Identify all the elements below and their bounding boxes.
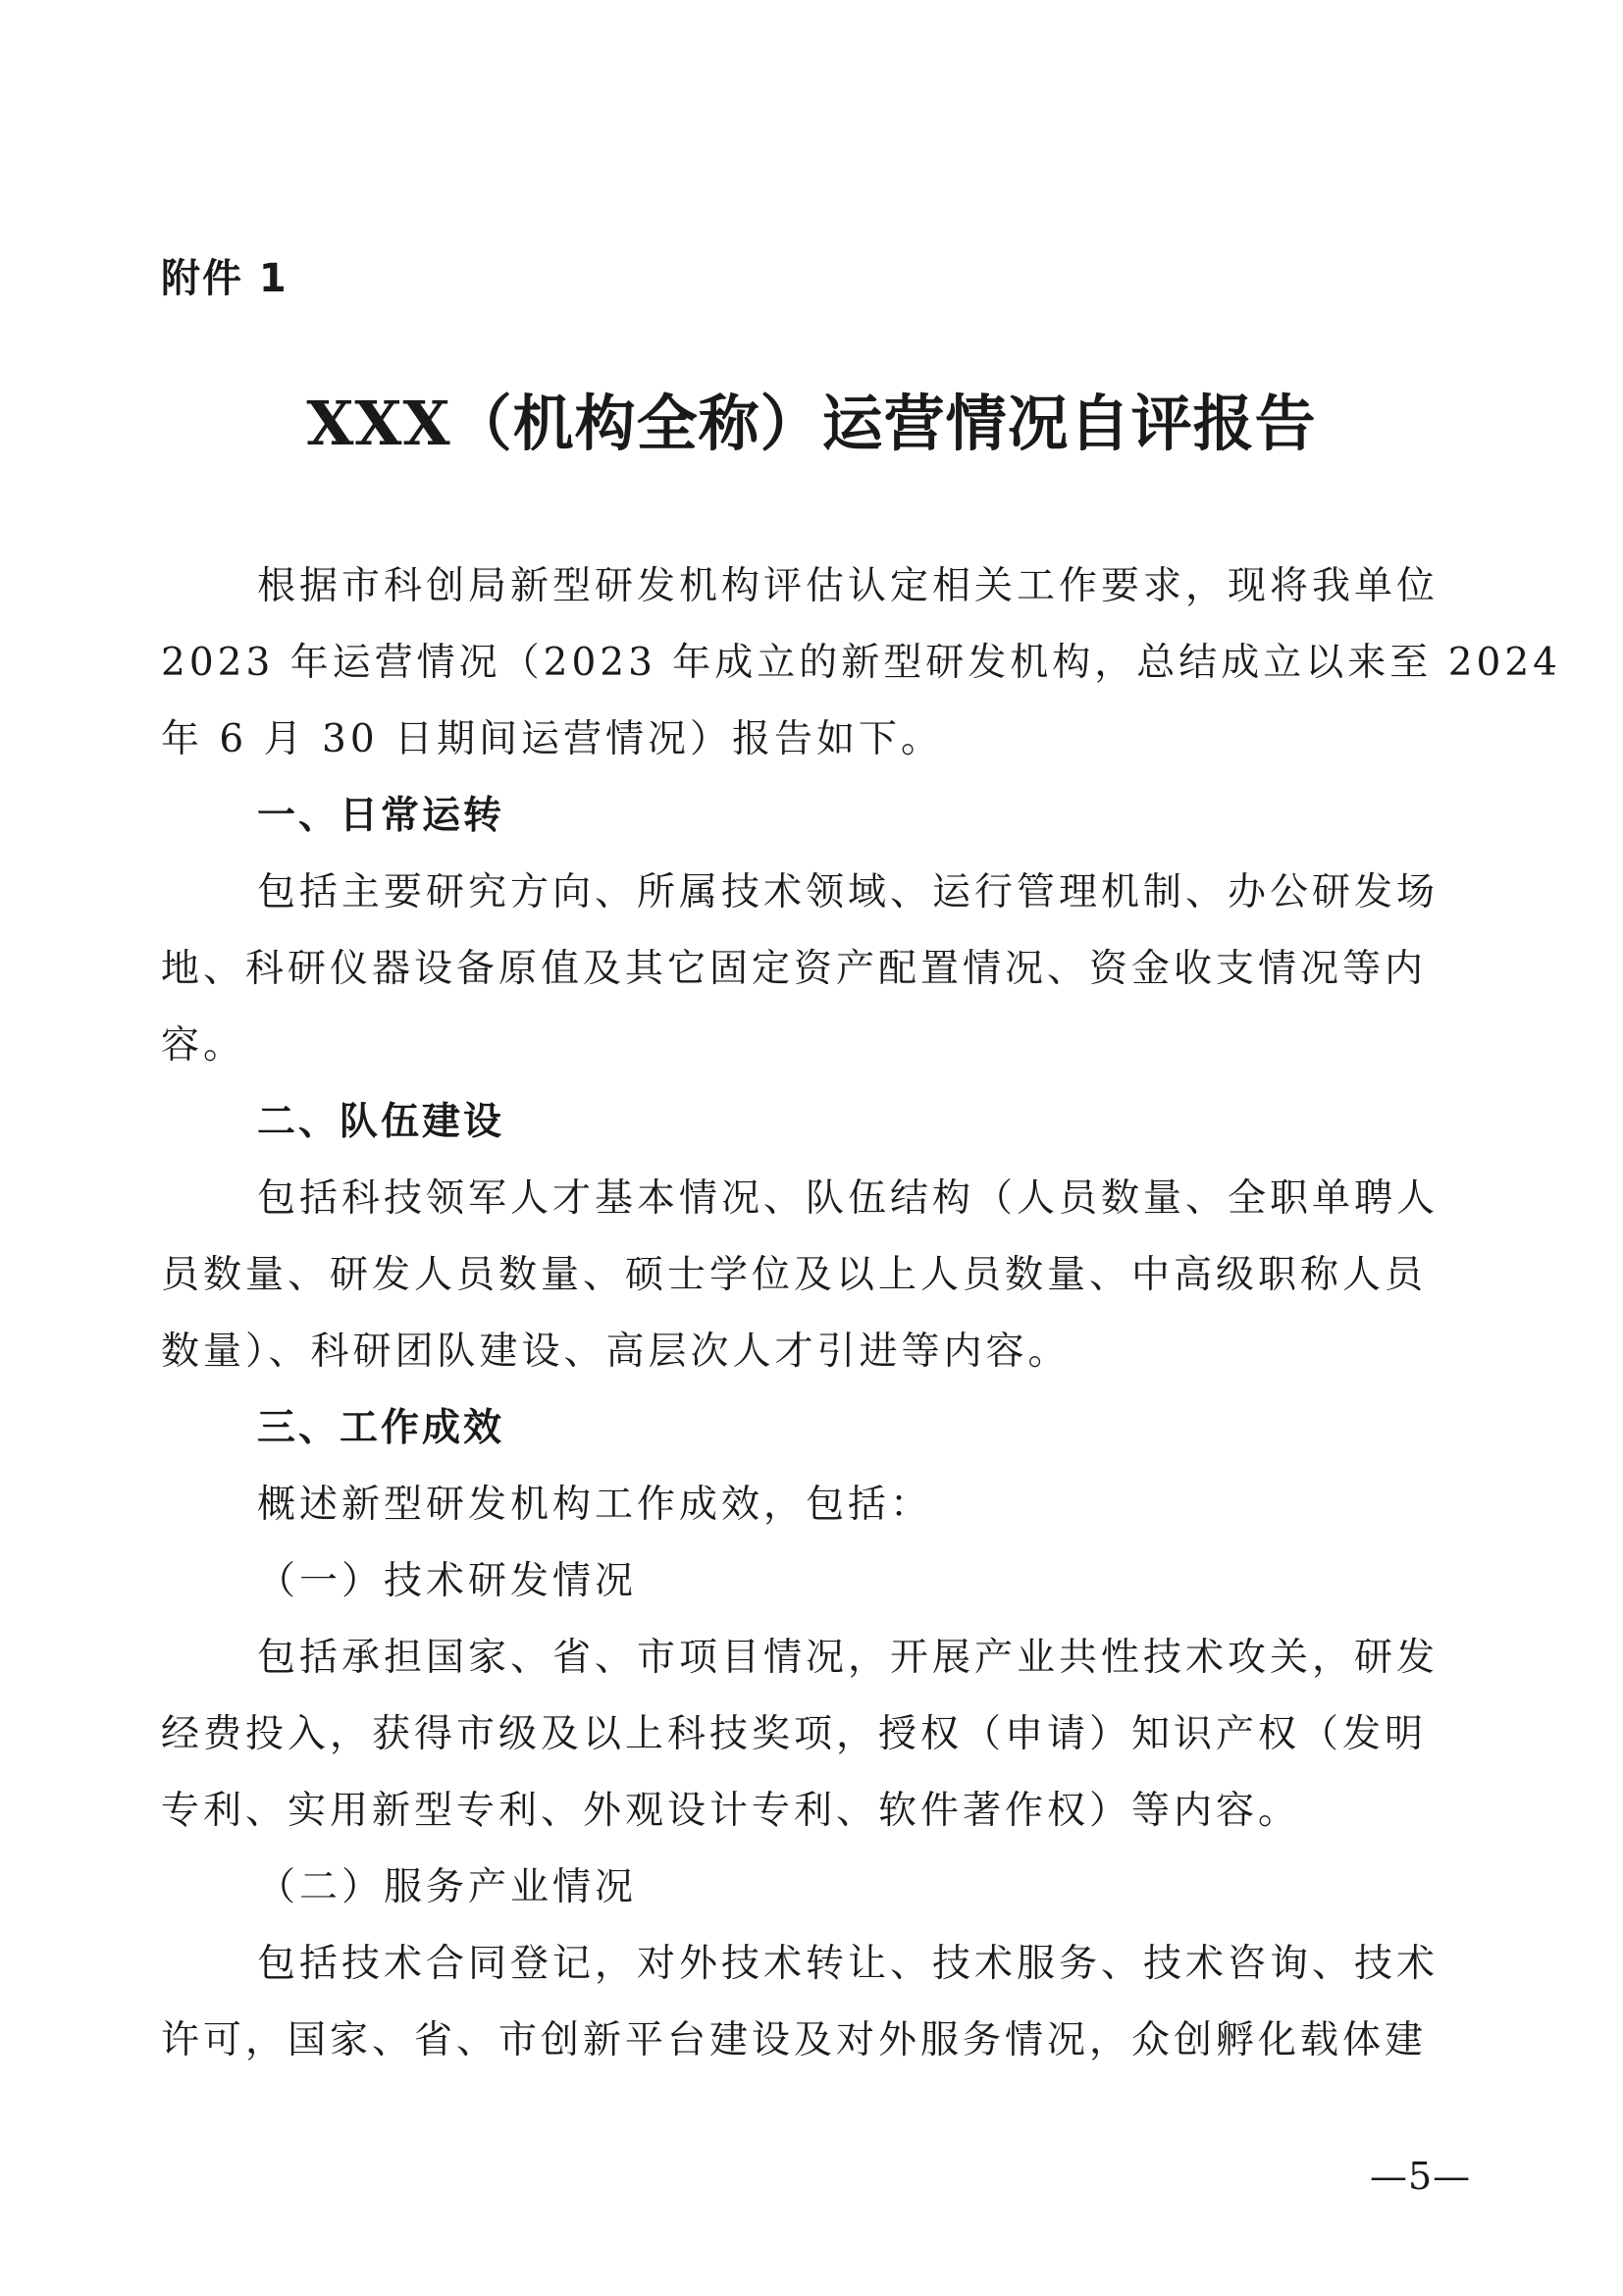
section-heading: 三、工作成效 xyxy=(257,1406,505,1450)
body-line: 包括科技领军人才基本情况、队伍结构（人员数量、全职单聘人 xyxy=(257,1176,1440,1221)
body-line: 专利、实用新型专利、外观设计专利、软件著作权）等内容。 xyxy=(161,1789,1301,1833)
body-line: 数量）、科研团队建设、高层次人才引进等内容。 xyxy=(161,1330,1071,1374)
body-line: 概述新型研发机构工作成效，包括： xyxy=(257,1483,933,1527)
body-line: 地、科研仪器设备原值及其它固定资产配置情况、资金收支情况等内 xyxy=(161,947,1428,991)
body-line: 包括承担国家、省、市项目情况，开展产业共性技术攻关，研发 xyxy=(257,1636,1440,1680)
body-line: 包括技术合同登记，对外技术转让、技术服务、技术咨询、技术 xyxy=(257,1942,1440,1986)
page-number: —5— xyxy=(1370,2155,1472,2198)
body-line: 经费投入，获得市级及以上科技奖项，授权（申请）知识产权（发明 xyxy=(161,1712,1428,1756)
body-line: 容。 xyxy=(161,1023,246,1068)
section-heading: 一、日常运转 xyxy=(257,794,505,838)
section-heading: 二、队伍建设 xyxy=(257,1100,505,1144)
body-line: 2023 年运营情况（2023 年成立的新型研发机构，总结成立以来至 2024 xyxy=(161,641,1561,685)
attachment-label: 附件 1 xyxy=(161,256,288,301)
body-line: 根据市科创局新型研发机构评估认定相关工作要求，现将我单位 xyxy=(257,564,1440,608)
subsection-heading: （一）技术研发情况 xyxy=(257,1559,638,1603)
body-line: 年 6 月 30 日期间运营情况）报告如下。 xyxy=(161,717,944,761)
body-line: 许可，国家、省、市创新平台建设及对外服务情况，众创孵化载体建 xyxy=(161,2018,1428,2062)
subsection-heading: （二）服务产业情况 xyxy=(257,1865,638,1909)
report-title: XXX（机构全称）运营情况自评报告 xyxy=(306,388,1317,459)
body-line: 员数量、研发人员数量、硕士学位及以上人员数量、中高级职称人员 xyxy=(161,1253,1428,1297)
body-line: 包括主要研究方向、所属技术领域、运行管理机制、办公研发场 xyxy=(257,870,1440,914)
